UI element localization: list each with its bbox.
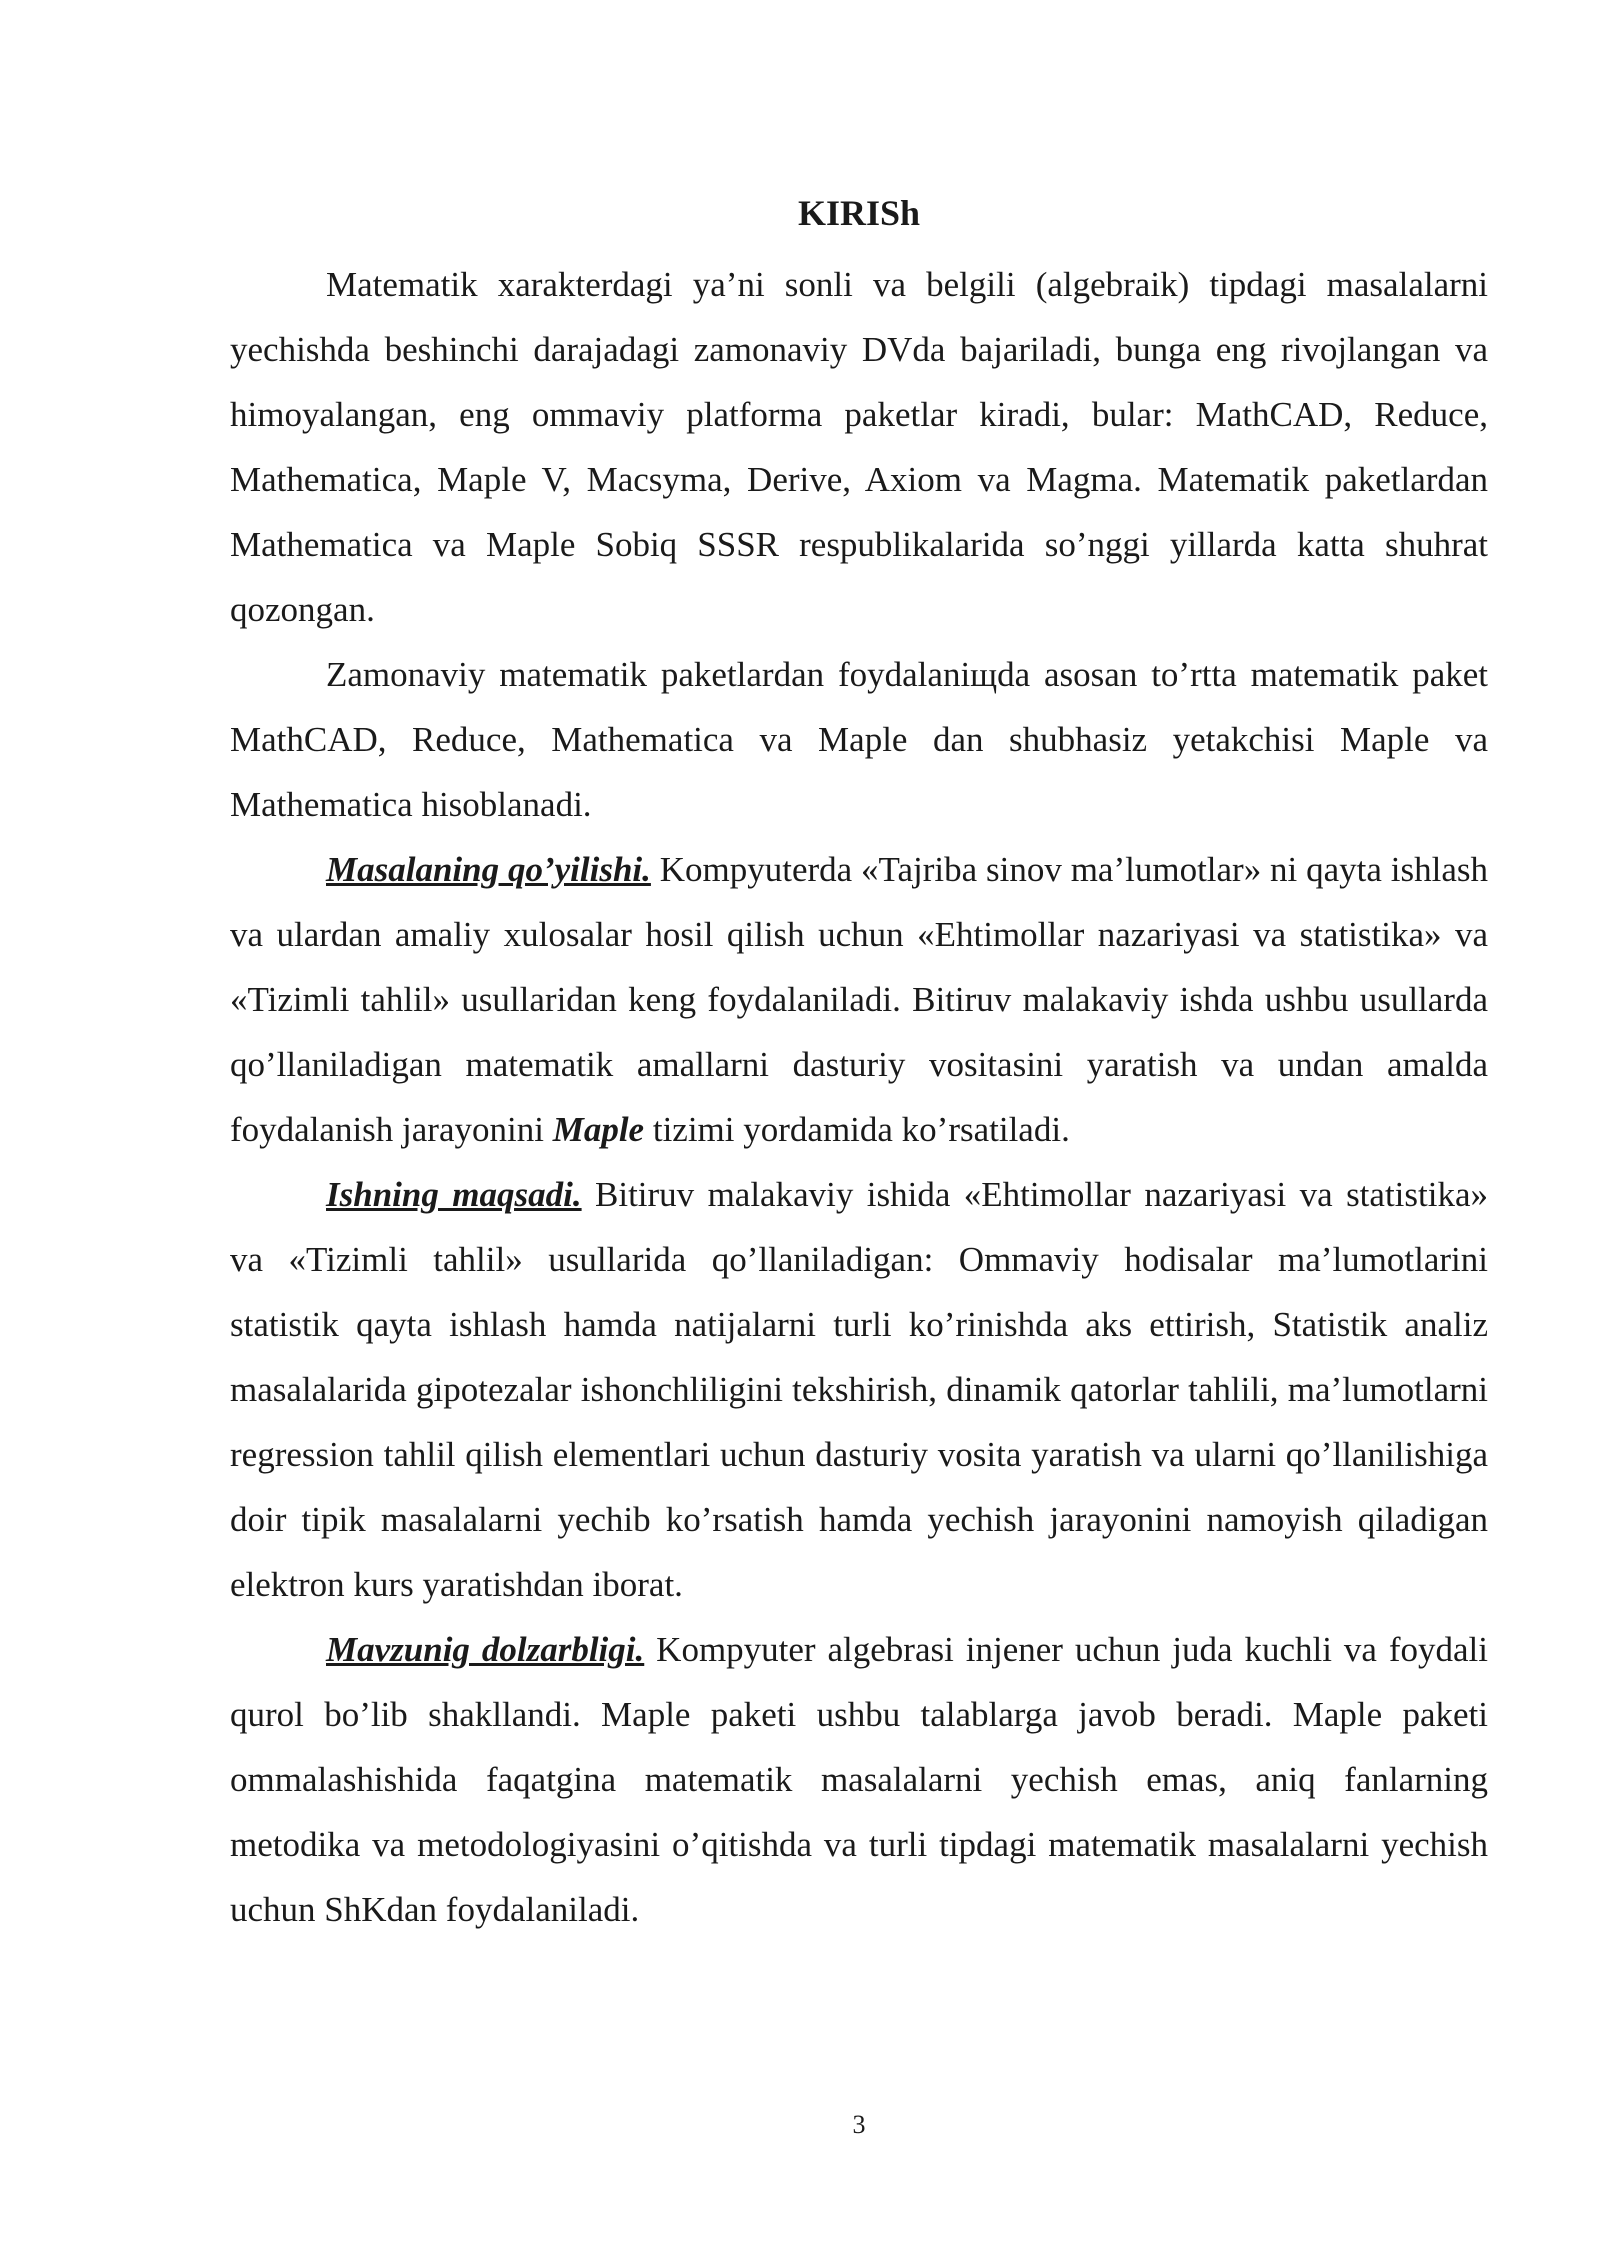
problem-statement-text-after: tizimi yordamida ko’rsatiladi. bbox=[644, 1110, 1070, 1149]
topic-relevance-lead: Mavzunig dolzarbligi. bbox=[326, 1630, 645, 1669]
maple-emphasis: Maple bbox=[552, 1110, 645, 1149]
problem-statement-text-before: Kompyuterda «Tajriba sinov ma’lumotlar» ni qayta ishlash va ulardan amaliy xulosalar hosil qilish uchun «Ehtimollar nazariyasi va statistika» va «Tizimli tahlil» usullaridan keng foydalaniladi. Bitiruv malakaviy ishda ushbu usullarda qo’llaniladigan matematik amallarni dasturiy vositasini yaratish va undan amalda foydalanish jarayonini bbox=[230, 850, 1488, 1149]
problem-statement-lead: Masalaning qo’yilishi. bbox=[326, 850, 651, 889]
work-goal-lead: Ishning maqsadi. bbox=[326, 1175, 582, 1214]
paragraph-intro: Matematik xarakterdagi ya’ni sonli va belgili (algebraik) tipdagi masalalarni yechishda beshinchi darajadagi zamonaviy DVda bajariladi, bunga eng rivojlangan va himoyalangan, eng ommaviy platforma paketlar kiradi, bular: MathCAD, Reduce, Mathematica, Maple V, Macsyma, Derive, Axiom va Magma. Matematik paketlardan Mathematica va Maple Sobiq SSSR respublikalarida so’nggi yillarda katta shuhrat qozongan. bbox=[230, 265, 1488, 629]
paragraph-problem-statement bbox=[230, 837, 1488, 1162]
topic-relevance-text: Kompyuter algebrasi injener uchun juda kuchli va foydali qurol bo’lib shakllandi. Maple paketi ushbu talablarga javob beradi. Maple paketi ommalashishida faqatgina matematik masalalarni yechish emas, aniq fanlarning metodika va metodologiyasini o’qitishda va turli tipdagi matematik masalalarni yechish uchun ShKdan foydalaniladi. bbox=[230, 1630, 1488, 1929]
paragraph-leading-packages: Zamonaviy matematik paketlardan foydalaniщda asosan to’rtta matematik paket MathCAD, Reduce, Mathematica va Maple dan shubhasiz yetakchisi Maple va Mathematica hisoblanadi. bbox=[230, 655, 1488, 824]
paragraph-topic-relevance bbox=[230, 1617, 1488, 1942]
body-text bbox=[230, 252, 1488, 1942]
paragraph-work-goal bbox=[230, 1162, 1488, 1617]
work-goal-text: Bitiruv malakaviy ishida «Ehtimollar nazariyasi va statistika» va «Tizimli tahlil» usullarida qo’llaniladigan: Ommaviy hodisalar ma’lumotlarini statistik qayta ishlash hamda natijalarni turli ko’rinishda aks ettirish, Statistik analiz masalalarida gipotezalar ishonchliligini tekshirish, dinamik qatorlar tahlili, ma’lumotlarni regression tahlil qilish elementlari uchun dasturiy vosita yaratish va ularni qo’llanilishiga doir tipik masalalarni yechib ko’rsatish hamda yechish jarayonini namoyish qiladigan elektron kurs yaratishdan iborat. bbox=[230, 1175, 1488, 1604]
page-number: 3 bbox=[852, 2110, 866, 2139]
section-heading: KIRISh bbox=[797, 193, 921, 233]
